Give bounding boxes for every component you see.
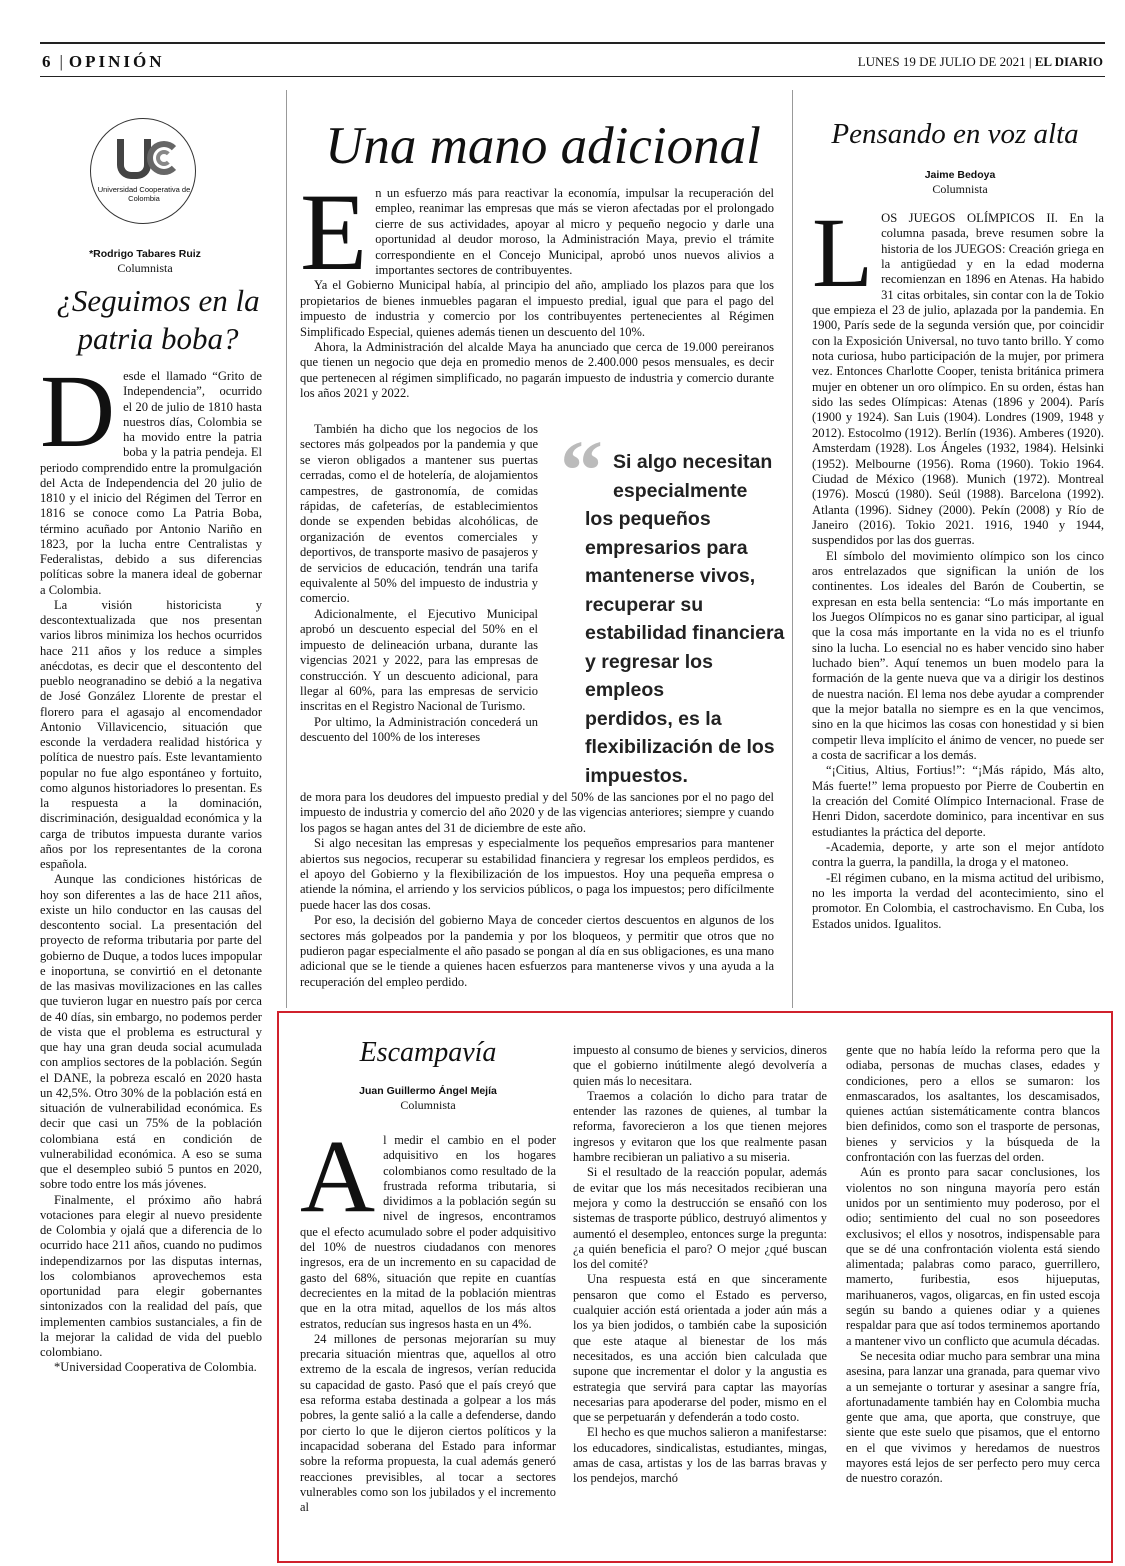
escampavia-title: Escampavía xyxy=(359,1037,497,1068)
editorial-body-top: E n un esfuerzo más para reactivar la economía, impulsar la recuperación del empleo, reanimar las empresas que más se vieron afectadas por el prolongado cierre de sus actividades, apoyar al micro y pequeño negocio y darle una oportunidad al deudor moroso, la Administración Maya, previo el trámite correspondiente en el Concejo Municipal, aprobó unos nuevos alivios a importantes sectores de contribuyentes. Ya el Gobierno Municipal había, al principio del año, ampliado los plazos para que los propietarios de bienes inmuebles pagaran el impuesto predial, igual que para el pago del impuesto de industria y comercio por los contribuyentes pertenecientes al Régimen Simplificado Especial, quienes además tienen un descuento del 10%. Ahora, la Administración del alcalde Maya ha anunciado que cerca de 19.000 pereiranos que tienen un negocio que deja en promedio menos de 2.400.000 pesos mensuales, es decir que pertenecen al régimen simplificado, no pagarán impuesto de industria y comercio durante los años 2021 y 2022. xyxy=(300,171,774,401)
ucc-logo-icon xyxy=(109,133,179,181)
pull-quote: Si algo necesitan especialmente los pequeños empresarios para mantenerse vivos, recuperar su estabilidad financiera y regresar los empleos perdidos, es la flexibilización de los impuestos. xyxy=(585,451,785,787)
date-line xyxy=(858,54,1103,70)
issue-date: LUNES 19 DE JULIO DE 2021 | xyxy=(857,54,1032,69)
column-divider xyxy=(286,90,287,1008)
editorial-body-narrow: También ha dicho que los negocios de los sectores más golpeados por la pandemia y que se vieron obligados a mantener sus puertas cerradas, como el de hotelería, de alojamientos campestres, de gastronomía, de comidas rápidas, de cafeterías, de establecimientos donde se expenden bebidas alcohólicas, de organización de eventos comerciales y deportivos, de transporte masivo de pasajeros y de servicios de educación, tendrán una tarifa equivalente al 50% del impuesto de industria y comercio. Adicionalmente, el Ejecutivo Municipal aprobó un descuento especial del 50% en el impuesto de delineación urbana, durante las vigencias 2021 y 2022, para las empresas de construcción. Y un descuento adicional, para llegar al 60%, para las empresas de servicio inscritas en el Registro Nacional de Turismo. Por ultimo, la Administración concederá un descuento del 100% de los intereses xyxy=(300,422,538,745)
editorial-title: Una mano adicional xyxy=(325,117,761,175)
author-name: Juan Guillermo Ángel Mejía xyxy=(359,1085,497,1097)
dropcap: D xyxy=(40,354,116,469)
escampavia-column-3: gente que no había leído la reforma pero que la odiaba, personas de muchas clases, edades y condiciones, pero a ellos se sumaron: los enmascarados, los asaltantes, los descamisados, quienes actúan sistemáticamente contra blancos bien definidos, como son el trasporte de personas, bienes y servicios y la búsqueda de la confrontación con las fuerzas del orden. Aún es pronto para sacar conclusiones, los violentos no son ninguna mayoría pero están unidos por un sentimiento muy poderoso, por el odio; sentimiento del cual no son poseedores exclusivos; el ellos y nosotros, indispensable para que se dé una confrontación violenta está siendo alimentada; palabras como paraco, guerrillero, mamerto, furibestia, esos hijueputas, marihuaneros, vagos, oligarcas, en fin usted escoja según su bando a quienes odiar y a quienes respaldar para que así todos terminemos aportando a mantener vivo un conflicto que acumula décadas. Se necesita odiar mucho para sembrar una mina asesina, para lanzar una granada, para quemar vivo a un semejante o torturar y asesinar a sangre fría, afortunadamente también hay en Colombia mucha gente que ama, que aporta, que construye, que siente que este suelo que pisamos, que el entorno en el que vivimos y heredamos de nuestros mayores está lejos de ser perfecto pero muy cerca de nuestro corazón. xyxy=(846,1043,1100,1486)
author-name: Jaime Bedoya xyxy=(924,169,996,181)
author-role: Columnista xyxy=(932,182,988,196)
header-bottom-rule xyxy=(40,76,1105,77)
dropcap: A xyxy=(300,1119,376,1234)
left-byline xyxy=(40,247,250,275)
right-article-body: L OS JUEGOS OLÍMPICOS II. En la columna pasada, breve resumen sobre la historia de los JUEGOS: Creación griega en la antigüedad y en la edad moderna recomienzan en 1896 en Atenas. Ha habido 31 citas orbitales, sin contar con la de Tokio que empieza el 23 de julio, aplazada por la pandemia. En 1900, París sede de la segunda versión que, por coincidir con la Exposición Universal, no tuvo tanto brillo. Y como nota curiosa, hubo participación de la mujer, por primera vez. Entonces Charlotte Cooper, tenista británica primera mujer en obtener un oro olímpico. En su orden, éstas han sido las sedes Olímpicas: Atenas (1896 y 2004). París (1900 y 1924). San Luis (1904). Londres (1909, 1948 y 2012). Estocolmo (1912). Berlín (1936). Amberes (1920). Amsterdam (1928). Los Ángeles (1932, 1984). Helsinki (1952). Melbourne (1956). Roma (1960). Tokio 1964. Ciudad de México (1968). Munich (1972). Montreal (1976). Moscú (1980). Seúl (1988). Barcelona (1992). Atlanta (1996). Sidney (2000). Pekín (2008) y Río de Janeiro (2016). Tokio 2021. 1916, 1940 y 1944, suspendidos por las dos guerras. El símbolo del movimiento olímpico son los cinco aros entrelazados que significan la unión de los continentes. Los ideales del Barón de Coubertin, se expresan en esta bella sentencia: “Lo más importante en los Juegos Olímpicos no es ganar sino participar, al igual que la cosa más importante en la vida no es el triunfo sino la lucha. Lo esencial no es haber vencido sino haber luchado bien”. Aquí tenemos un buen modelo para la formación de la gente nueva que va a dirigir los destinos de nuestra nación. El lema nos debe ayudar a comprender que la mejor batalla no siempre es en la que vencimos, sino en la que hicimos las cosas con honestidad y si bien competir lleva implícito el ánimo de vencer, no puede ser a costa de sacrificar a los demás. “¡Citius, Altius, Fortius!”: “¡Más rápido, Más alto, Más fuerte!” lema propuesto por Pierre de Coubertin en la creación del Comité Olímpico Internacional. Frase de Henri Didon, sacerdote dominico, para incentivar en sus estudiantes la práctica del deporte. -Academia, deporte, y arte son el mejor antídoto contra la guerra, la pandilla, la droga y el matoneo. -El régimen cubano, en la misma actitud del uribismo, no les importa la verdad del acontecimiento, sino el promotor. En Colombia, el castrochavismo. En Cuba, los Estados unidos. Igualitos. xyxy=(812,197,1104,931)
left-article-title: ¿Seguimos en la patria boba? xyxy=(56,283,260,356)
dropcap: E xyxy=(300,171,368,293)
author-role: Columnista xyxy=(117,261,173,275)
left-article-body: D esde el llamado “Grito de Independencia”, ocurrido el 20 de julio de 1810 hasta nuestros días, Colombia se ha movido entre la patria boba y la patria pendeja. El periodo comprendido entre la promulgación del Acta de Independencia del 20 julio de 1810 y el inicio del Régimen del Terror en 1816 se conoce como La Patria Boba, término acuñado por Antonio Nariño en 1823, por la lucha entre Centralistas y Federalistas, debido a sus diferencias políticas sobre la manera ideal de gobernar a Colombia. La visión historicista y descontextualizada que nos presentan varios libros minimiza los hechos ocurridos hace 211 años y los reduce a simples anécdotas, es decir que el descontento del pueblo neogranadino se debió a la negativa de José González Llorente de prestar el florero para el agasajo al encomendador Antonio Villavicencio, situación que esconde la verdadera realidad histórica y política de nuestro país. Este levantamiento popular no fue algo espontáneo y fortuito, como algunos historiadores lo presentan. Es la respuesta a la dominación, discriminación, desigualdad económica y la carga de tributos impuesta durante varios años por los representantes de la corona española. Aunque las condiciones históricas de hoy son diferentes a las de hace 211 años, existe un hilo conductor en las causas del descontento social. La presentación del proyecto de reforma tributaria por parte del gobierno de Duque, a todos luces impopular e inoportuna, se convirtió en el detonante de las masivas movilizaciones en las calles que tuvieron lugar en nuestro país por cerca de 40 días, sin embargo, no podemos perder de vista que el problema es estructural y que hay una gran deuda social acumulada con amplios sectores de la población. Según el DANE, la pobreza escaló en 2020 hasta un 42,5%. Otro 30% de la población está en situación de vulnerabilidad económica. Es decir que casi un 75% de la población colombiana está en condición de vulnerabilidad económica. A eso se suma que el desempleo subió 5 puntos en 2020, sobre todo entre los más jóvenes. Finalmente, el próximo año habrá votaciones para elegir al nuevo presidente de Colombia y ojalá que a diferencia de lo ocurrido hace 211 años, cuando no pudimos independizarnos por las disputas internas, los colombianos aprovechemos esta oportunidad para elegir gobernantes sintonizados con la realidad del país, que implementen cambios sustanciales, a fin de la mejorar la calidad de vida del pueblo colombiano. *Universidad Cooperativa de Colombia. xyxy=(40,354,262,1375)
logo-text: Universidad Cooperativa de Colombia xyxy=(97,185,191,203)
page-number: 6 xyxy=(42,52,54,71)
newspaper-name: EL DIARIO xyxy=(1034,54,1103,69)
right-column-title: Pensando en voz alta xyxy=(831,118,1079,150)
escampavia-column-1: A l medir el cambio en el poder adquisitivo en los hogares colombianos como resultado de la frustrada reforma tributaria, si dividimos a la población según su nivel de ingresos, encontramos que el efecto acumulado sobre el poder adquisitivo del 10% de nuestros ciudadanos con menores ingresos, era de un incremento en su capacidad de gasto del 68%, situación que repite en cuantías decrecientes en la mitad de la población mientras que en la otra mitad, aquellos de los más altos estratos, reducían sus ingresos hasta en un 4%. 24 millones de personas mejorarían su muy precaria situación mientras que, aquellos al otro extremo de la escala de ingresos, verían reducida su capacidad de gasto. Pasó que el país creyó que esa reforma estaba destinada a golpear a los más pobres, la gente salió a la calle a defenderse, dando por cierto lo que le dijeron ciertos políticos y la incapacidad soberana del Estado para informar sobre la reforma propuesta, la cual además generó reacciones previsibles, al tocar a sectores vulnerables como son los jubilados y el incremento al xyxy=(300,1119,556,1515)
section-name: OPINIÓN xyxy=(68,52,165,71)
column-divider xyxy=(792,90,793,1008)
editorial-body-bottom: de mora para los deudores del impuesto predial y del 50% de las sanciones por el no pago del impuesto de industria y comercio del año 2020 y de las vigencias anteriores; siempre y cuando los pagos se hagan antes del 31 de diciembre de este año. Si algo necesitan las empresas y especialmente los pequeños empresarios para mantener abiertos sus negocios, recuperar su estabilidad financiera y regresar los empleos perdidos, es el apoyo del Gobierno y la flexibilización de los impuestos. Hoy una pequeña empresa o atiende la nómina, el arriendo y los servicios públicos, o paga los impuestos; pero difícilmente puede hacer las dos cosas. Por eso, la decisión del gobierno Maya de conceder ciertos descuentos en algunos de los sectores más golpeados por la pandemia y por los bloqueos, y permitir que otros que no pudieron pagar especialmente el año pasado se pongan al día en sus obligaciones, es una mano adicional que se le tiende a quienes hacen esfuerzos para mantenerse vivos y una ayuda a la recuperación del empleo perdido. xyxy=(300,790,774,989)
right-byline xyxy=(860,168,1060,196)
dropcap: L xyxy=(812,197,874,308)
escampavia-byline xyxy=(300,1084,556,1112)
author-name: *Rodrigo Tabares Ruiz xyxy=(89,248,201,260)
escampavia-column-2: impuesto al consumo de bienes y servicios, dineros que el gobierno inútilmente alegó devolvería a quien más lo necesitara. Traemos a colación lo dicho para tratar de entender las razones de quienes, al tumbar la reforma, favorecieron a los que tienen mejores ingresos y evitaron que los que realmente pasan hambre recibieran un paliativo a su miseria. Si el resultado de la reacción popular, además de evitar que los más necesitados recibieran una mejora y como la destrucción se ensañó con los sistemas de trasporte público, destruyó alimentos y aumentó el desempleo, entonces surge la pregunta: ¿a quién beneficia el paro? O mejor ¿qué buscan los del comité? Una respuesta está en que sinceramente pensaron que como el Estado es perverso, cualquier acción está orientada a joder aún más a los ya bien jodidos, o también cabe la suposición que este ataque al bienestar de los más necesitados, es una acción bien calculada que supone que incrementar el dolor y la angustia es estrategia que servirá para captar las mayorías necesarias para apoderarse del poder, mismo en el que se perpetuarán y defenderán a todo costo. El hecho es que muchos salieron a manifestarse: los educadores, sindicalistas, estudiantes, mingas, amas de casa, artistas y los de las barras bravas y los pendejos, marchó xyxy=(573,1043,827,1486)
section-header: 6 | OPINIÓN xyxy=(42,52,165,71)
author-role: Columnista xyxy=(400,1098,456,1112)
header-top-rule xyxy=(40,42,1105,44)
quote-icon: “ xyxy=(560,422,603,518)
university-logo xyxy=(90,118,196,224)
